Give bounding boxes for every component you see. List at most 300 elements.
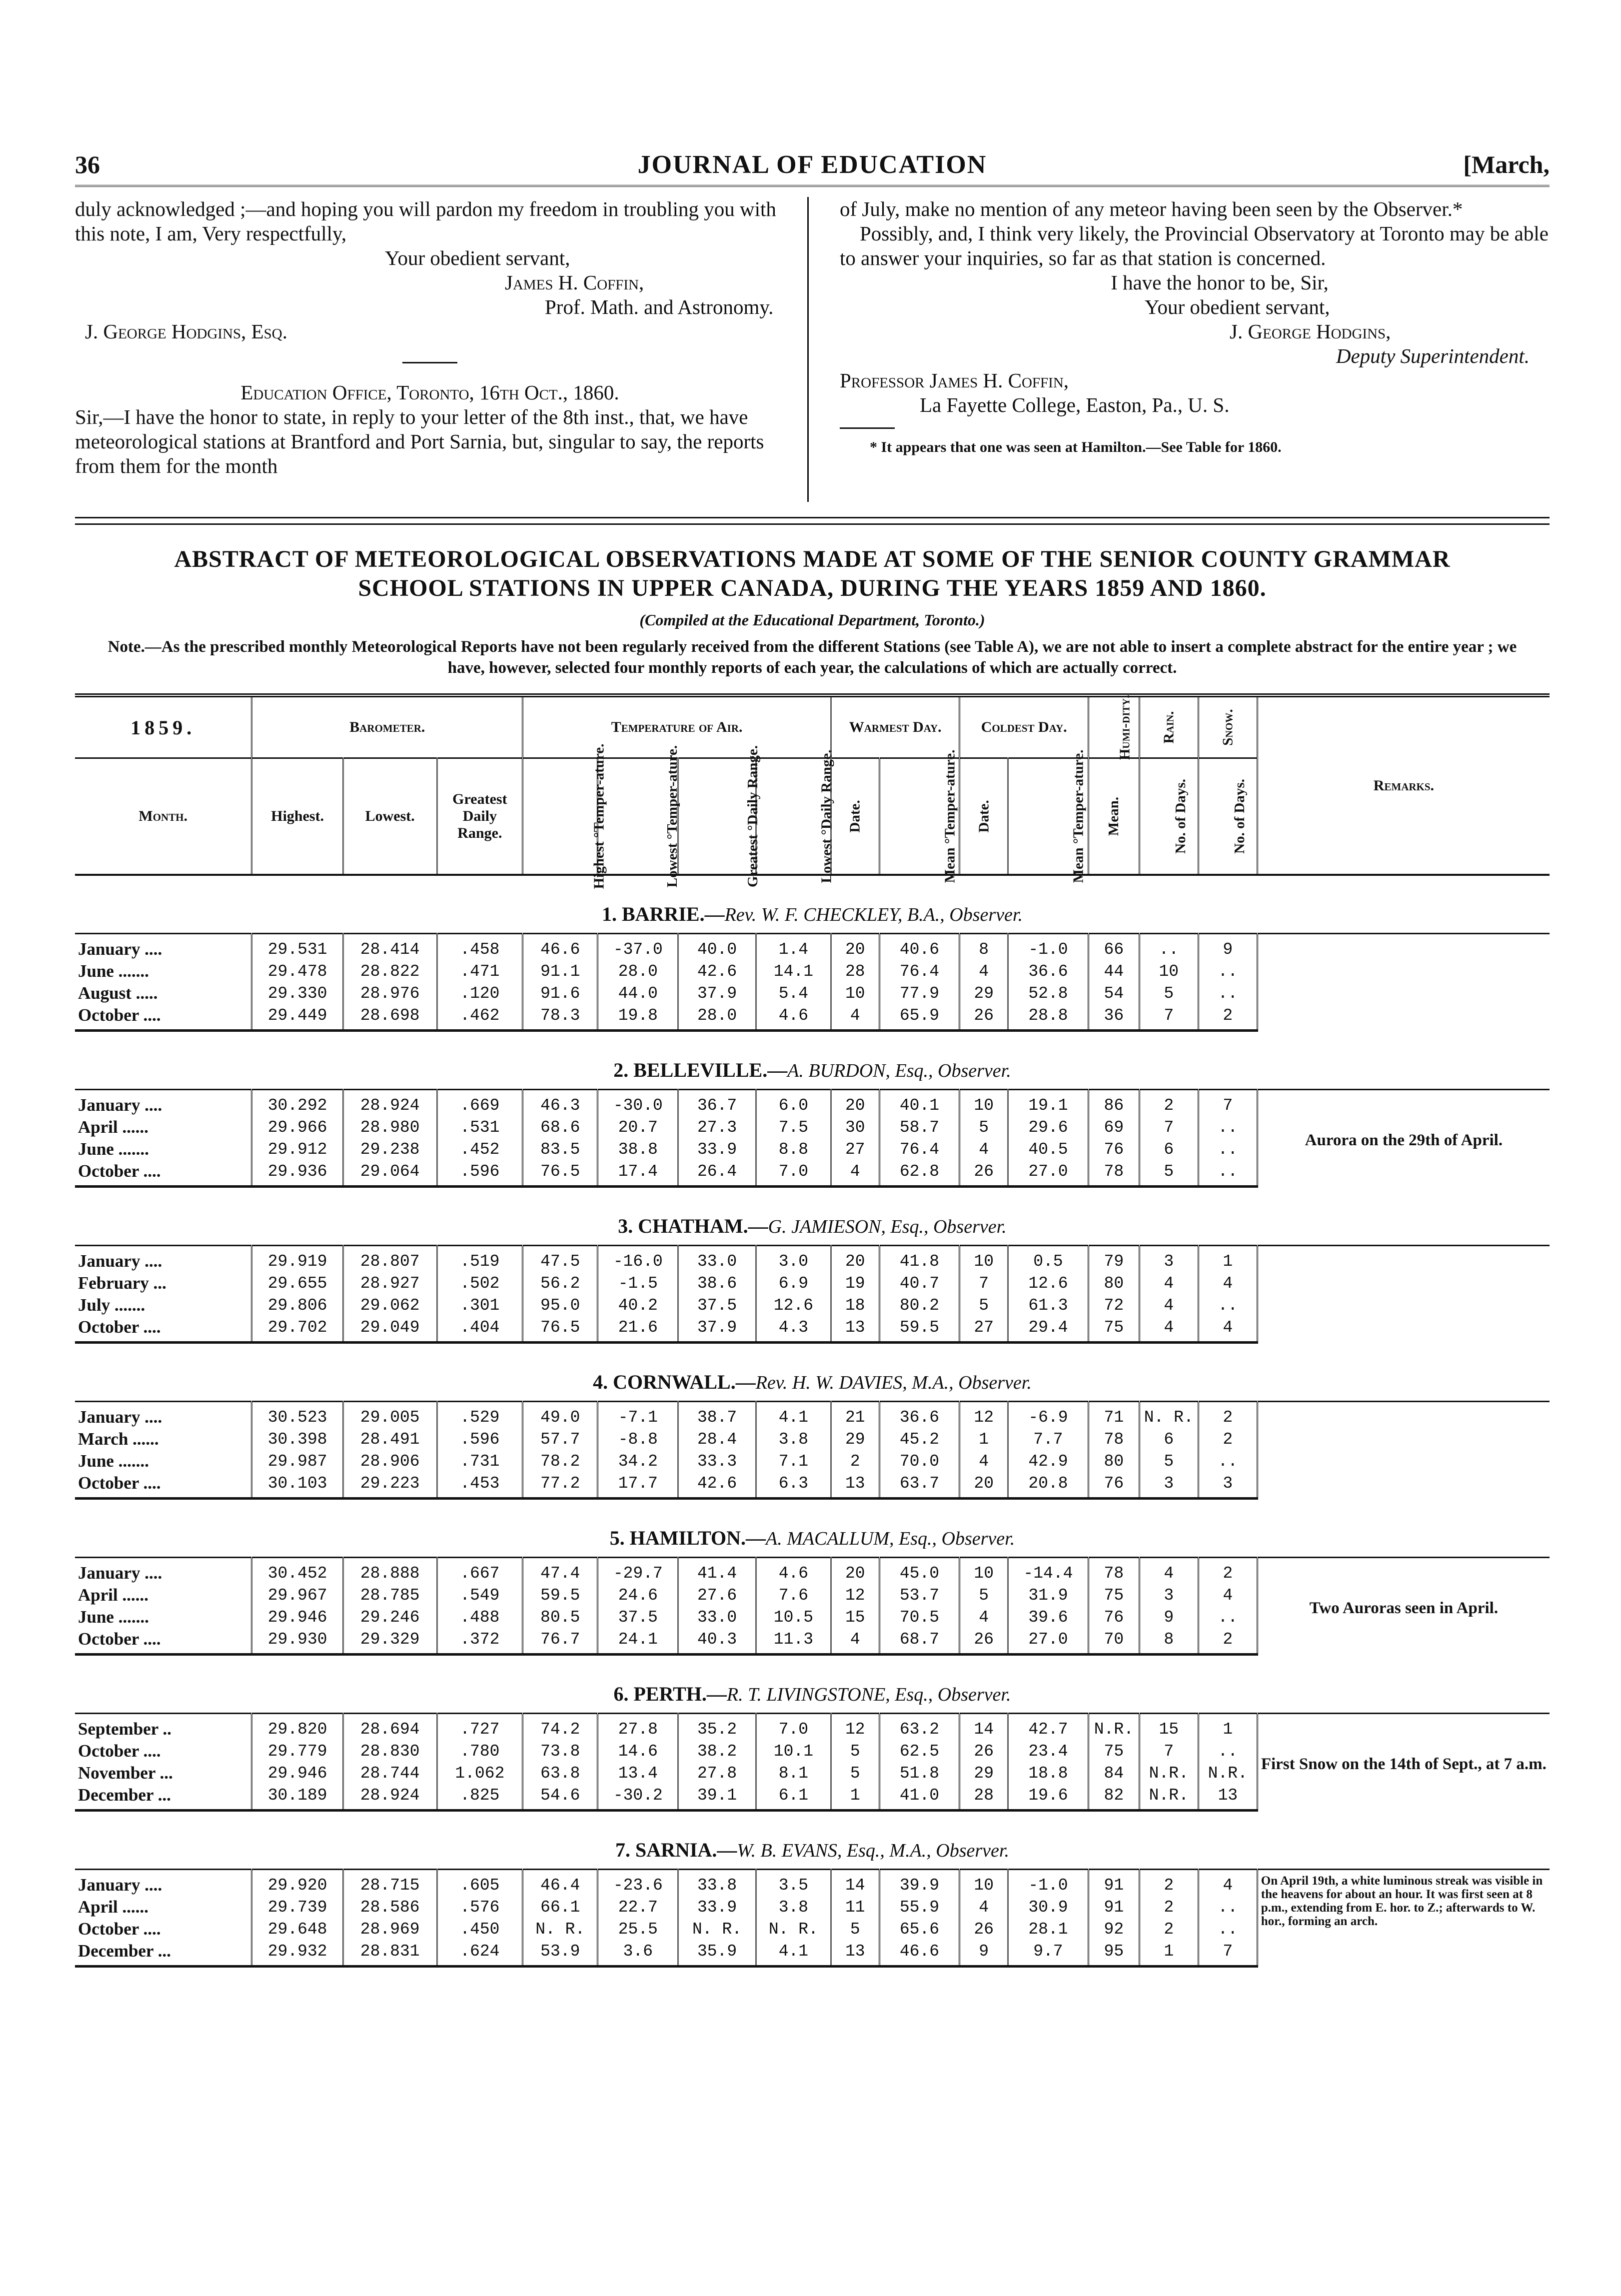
station-heading-row	[75, 1031, 1550, 1090]
month-heading: Month.	[138, 808, 188, 824]
data-cell: -37.0	[598, 934, 678, 961]
data-cell: 3.0	[756, 1246, 831, 1273]
data-cell: 13.4	[598, 1762, 678, 1784]
data-cell: 1	[831, 1784, 879, 1811]
data-cell: 27.3	[678, 1116, 756, 1138]
data-cell: 45.0	[879, 1558, 960, 1585]
data-cell: .404	[437, 1316, 523, 1343]
month-cell: January ....	[78, 1095, 162, 1115]
data-cell: 20.8	[1008, 1472, 1088, 1499]
data-cell: -7.1	[598, 1402, 678, 1429]
data-cell: 33.8	[678, 1870, 756, 1897]
data-cell: 28.694	[343, 1714, 437, 1741]
data-cell: 13	[831, 1472, 879, 1499]
data-cell: N. R.	[1139, 1402, 1198, 1429]
data-cell: 28.976	[343, 982, 437, 1004]
divider	[402, 362, 457, 363]
data-cell: .727	[437, 1714, 523, 1741]
compiled-note: (Compiled at the Educational Department, Toronto.)	[639, 611, 985, 629]
warmest-day-heading: Warmest Day.	[831, 695, 959, 758]
data-cell: 8.1	[756, 1762, 831, 1784]
data-cell: 1.4	[756, 934, 831, 961]
remarks-cell	[1257, 1402, 1550, 1499]
barometer-heading: Barometer.	[252, 695, 523, 758]
data-cell: 29.912	[252, 1138, 343, 1160]
month-cell: April ......	[78, 1897, 148, 1917]
letter-signer: James H. Coffin,	[505, 271, 644, 294]
data-cell: 26	[960, 1160, 1008, 1187]
data-cell: 46.6	[523, 934, 598, 961]
data-cell: 62.5	[879, 1740, 960, 1762]
highest-temp-heading: Highest °Temper-ature.	[523, 758, 598, 875]
data-cell: 11	[831, 1896, 879, 1918]
data-cell: ..	[1198, 1740, 1257, 1762]
data-cell: 4	[1139, 1294, 1198, 1316]
data-cell: 80.5	[523, 1606, 598, 1628]
data-cell: 7.1	[756, 1450, 831, 1472]
data-cell: 7.0	[756, 1160, 831, 1187]
data-cell: 76	[1088, 1138, 1139, 1160]
station-name: 2. BELLEVILLE.—	[613, 1059, 788, 1081]
data-cell: 29	[960, 982, 1008, 1004]
month-cell: October ....	[75, 1004, 252, 1031]
data-cell: 12	[831, 1714, 879, 1741]
station-name: 4. CORNWALL.—	[593, 1371, 756, 1393]
data-cell: 46.3	[523, 1090, 598, 1117]
data-cell: 29	[831, 1428, 879, 1450]
data-cell: 40.2	[598, 1294, 678, 1316]
data-cell: 65.6	[879, 1918, 960, 1940]
data-cell: 9	[960, 1940, 1008, 1967]
data-cell: 28.831	[343, 1940, 437, 1967]
letter-signer-title: Prof. Math. and Astronomy.	[545, 295, 774, 318]
data-cell: 37.9	[678, 982, 756, 1004]
month-cell: June .......	[78, 1139, 149, 1159]
data-cell: 2	[1198, 1004, 1257, 1031]
data-cell: 10	[960, 1558, 1008, 1585]
temperature-heading: Temperature of Air.	[523, 695, 831, 758]
month-cell: June .......	[78, 1607, 149, 1627]
data-cell: N.R.	[1088, 1714, 1139, 1741]
data-cell: N.R.	[1139, 1762, 1198, 1784]
data-cell: 70.5	[879, 1606, 960, 1628]
station-heading-row	[75, 875, 1550, 934]
data-cell: 75	[1088, 1316, 1139, 1343]
data-cell: 70	[1088, 1628, 1139, 1655]
data-cell: 8.8	[756, 1138, 831, 1160]
data-cell: 8	[1139, 1628, 1198, 1655]
data-cell: -16.0	[598, 1246, 678, 1273]
data-cell: 76	[1088, 1606, 1139, 1628]
data-cell: 6.1	[756, 1784, 831, 1811]
data-cell: 29.966	[252, 1116, 343, 1138]
data-cell: 20	[831, 1090, 879, 1117]
data-cell: 45.2	[879, 1428, 960, 1450]
remarks-cell: Two Auroras seen in April.	[1257, 1558, 1550, 1655]
data-cell: 77.2	[523, 1472, 598, 1499]
data-cell: 27.0	[1008, 1160, 1088, 1187]
data-cell: 38.2	[678, 1740, 756, 1762]
data-cell: -1.0	[1008, 934, 1088, 961]
data-cell: 28.924	[343, 1784, 437, 1811]
data-cell: 55.9	[879, 1896, 960, 1918]
month-cell: July .......	[78, 1295, 145, 1315]
divider	[840, 427, 895, 429]
data-cell: 10.5	[756, 1606, 831, 1628]
abstract-title-line: SCHOOL STATIONS IN UPPER CANADA, DURING THE YEARS 1859 AND 1860.	[358, 575, 1267, 601]
letter-paragraph: Possibly, and, I think very likely, the Provincial Observatory at Toronto may be able to answer your inquiries, so far as that station is concerned.	[840, 222, 1549, 269]
data-cell: 56.2	[523, 1272, 598, 1294]
data-cell: 7	[1198, 1090, 1257, 1117]
data-cell: .825	[437, 1784, 523, 1811]
station-heading	[75, 1655, 1550, 1714]
data-cell: 4	[1139, 1316, 1198, 1343]
data-cell: 63.2	[879, 1714, 960, 1741]
data-cell: 28.1	[1008, 1918, 1088, 1940]
data-cell: 28.491	[343, 1428, 437, 1450]
month-cell: June .......	[78, 961, 149, 981]
data-cell: 29.648	[252, 1918, 343, 1940]
letter-closing: Your obedient servant,	[385, 246, 570, 269]
data-cell: 28.4	[678, 1428, 756, 1450]
data-cell: .531	[437, 1116, 523, 1138]
data-cell: 68.6	[523, 1116, 598, 1138]
data-cell: 40.3	[678, 1628, 756, 1655]
data-cell: 29.531	[252, 934, 343, 961]
data-cell: 37.9	[678, 1316, 756, 1343]
data-cell: 75	[1088, 1740, 1139, 1762]
data-cell: 29.246	[343, 1606, 437, 1628]
correspondence	[75, 197, 1550, 517]
data-cell: 19.6	[1008, 1784, 1088, 1811]
remarks-cell: On April 19th, a white luminous streak was visible in the heavens for about an hour. It was first seen at 8 p.m., extending from E. hor. to Z.; afterwards to W. hor., forming an arch.	[1257, 1870, 1550, 1967]
data-cell: 28.969	[343, 1918, 437, 1940]
remarks-cell: First Snow on the 14th of Sept., at 7 a.m.	[1257, 1714, 1550, 1811]
data-cell: 29.238	[343, 1138, 437, 1160]
data-cell: 76.7	[523, 1628, 598, 1655]
data-cell: 14.6	[598, 1740, 678, 1762]
data-cell: 27.8	[678, 1762, 756, 1784]
data-cell: N. R.	[756, 1918, 831, 1940]
data-cell: 4	[960, 1138, 1008, 1160]
data-cell: N.R.	[1198, 1762, 1257, 1784]
data-cell: ..	[1198, 1116, 1257, 1138]
data-cell: 0.5	[1008, 1246, 1088, 1273]
station-observer: Rev. H. W. DAVIES, M.A., Observer.	[755, 1372, 1032, 1393]
data-cell: 5	[960, 1116, 1008, 1138]
data-cell: 3	[1139, 1246, 1198, 1273]
month-cell: December ...	[75, 1784, 252, 1811]
data-cell: 2	[1139, 1870, 1198, 1897]
data-cell: 57.7	[523, 1428, 598, 1450]
data-cell: 4.3	[756, 1316, 831, 1343]
station-observer: R. T. LIVINGSTONE, Esq., Observer.	[726, 1684, 1011, 1705]
table-row	[75, 1714, 1550, 1741]
data-cell: 47.5	[523, 1246, 598, 1273]
data-cell: .529	[437, 1402, 523, 1429]
data-cell: 28.924	[343, 1090, 437, 1117]
data-cell: 33.0	[678, 1246, 756, 1273]
data-cell: 44	[1088, 960, 1139, 982]
table-row	[75, 1402, 1550, 1429]
data-cell: 38.7	[678, 1402, 756, 1429]
data-cell: 46.4	[523, 1870, 598, 1897]
letter-closing: I have the honor to be, Sir,	[1111, 271, 1329, 294]
data-cell: 10	[960, 1246, 1008, 1273]
station-observer: G. JAMIESON, Esq., Observer.	[768, 1216, 1007, 1237]
abstract-title-line: ABSTRACT OF METEOROLOGICAL OBSERVATIONS MADE AT SOME OF THE SENIOR COUNTY GRAMMAR	[174, 546, 1451, 572]
data-cell: 28.8	[1008, 1004, 1088, 1031]
data-cell: 4	[1139, 1558, 1198, 1585]
remarks-heading: Remarks.	[1257, 695, 1550, 875]
data-cell: N.R.	[1139, 1784, 1198, 1811]
right-column	[840, 197, 1550, 459]
column-rule	[807, 197, 809, 502]
station-observer: Rev. W. F. CHECKLEY, B.A., Observer.	[724, 904, 1023, 925]
greatest-daily-range-heading: Greatest Daily Range.	[437, 758, 523, 875]
warmest-mean-heading: Mean °Temper-ature.	[879, 758, 960, 875]
journal-page	[75, 145, 1550, 1968]
month-cell: August .....	[78, 983, 158, 1003]
data-cell: 2	[1198, 1428, 1257, 1450]
data-cell: 65.9	[879, 1004, 960, 1031]
data-cell: 76.4	[879, 960, 960, 982]
data-cell: 69	[1088, 1116, 1139, 1138]
station-name: 7. SARNIA.—	[615, 1839, 737, 1861]
data-cell: 33.0	[678, 1606, 756, 1628]
data-cell: 71	[1088, 1402, 1139, 1429]
data-cell: 15	[1139, 1714, 1198, 1741]
data-cell: 91	[1088, 1870, 1139, 1897]
data-cell: 29.049	[343, 1316, 437, 1343]
table-body	[75, 875, 1550, 1967]
data-cell: 28.822	[343, 960, 437, 982]
data-cell: 26	[960, 1918, 1008, 1940]
data-cell: .519	[437, 1246, 523, 1273]
data-cell: 4	[1139, 1272, 1198, 1294]
data-cell: 4.6	[756, 1558, 831, 1585]
data-cell: 6.0	[756, 1090, 831, 1117]
data-cell: 40.5	[1008, 1138, 1088, 1160]
station-observer: A. BURDON, Esq., Observer.	[787, 1060, 1011, 1081]
data-cell: .669	[437, 1090, 523, 1117]
data-cell: 24.1	[598, 1628, 678, 1655]
data-cell: 80	[1088, 1272, 1139, 1294]
data-cell: 13	[831, 1316, 879, 1343]
data-cell: 78.3	[523, 1004, 598, 1031]
coldest-day-heading: Coldest Day.	[960, 695, 1088, 758]
letter-signer-title: Deputy Superintendent.	[1336, 344, 1530, 367]
data-cell: 19.1	[1008, 1090, 1088, 1117]
data-cell: 78	[1088, 1428, 1139, 1450]
data-cell: 59.5	[523, 1584, 598, 1606]
data-cell: 6.9	[756, 1272, 831, 1294]
data-cell: 20	[831, 1558, 879, 1585]
data-cell: 12	[831, 1584, 879, 1606]
table-row	[75, 1246, 1550, 1273]
data-cell: 76.5	[523, 1160, 598, 1187]
data-cell: -1.5	[598, 1272, 678, 1294]
data-cell: 3.8	[756, 1428, 831, 1450]
snow-days-heading: No. of Days.	[1198, 758, 1257, 875]
month-cell: October ....	[75, 1316, 252, 1343]
abstract-title	[75, 545, 1550, 603]
data-cell: 29.920	[252, 1870, 343, 1897]
data-cell: 22.7	[598, 1896, 678, 1918]
data-cell: 27.6	[678, 1584, 756, 1606]
data-cell: 4	[960, 1606, 1008, 1628]
remarks-cell: Aurora on the 29th of April.	[1257, 1090, 1550, 1187]
month-cell: October ....	[78, 1919, 161, 1939]
data-cell: 54	[1088, 982, 1139, 1004]
station-name: 6. PERTH.—	[613, 1683, 727, 1705]
letter-paragraph: of July, make no mention of any meteor having been seen by the Observer.*	[840, 197, 1463, 220]
data-cell: 86	[1088, 1090, 1139, 1117]
data-cell: 34.2	[598, 1450, 678, 1472]
data-cell: 39.9	[879, 1870, 960, 1897]
greatest-temp-range-heading: Greatest °Daily Range.	[678, 758, 756, 875]
data-cell: .450	[437, 1918, 523, 1940]
data-cell: 33.9	[678, 1896, 756, 1918]
data-cell: 1	[960, 1428, 1008, 1450]
data-cell: 28.980	[343, 1116, 437, 1138]
data-cell: 20.7	[598, 1116, 678, 1138]
data-cell: 74.2	[523, 1714, 598, 1741]
data-cell: 19	[831, 1272, 879, 1294]
data-cell: -6.9	[1008, 1402, 1088, 1429]
month-cell: December ...	[75, 1940, 252, 1967]
data-cell: 53.9	[523, 1940, 598, 1967]
data-cell: 8	[960, 934, 1008, 961]
data-cell: 1	[1139, 1940, 1198, 1967]
data-cell: 63.7	[879, 1472, 960, 1499]
data-cell: .576	[437, 1896, 523, 1918]
page-number: 36	[75, 150, 100, 178]
warmest-date-heading: Date.	[831, 758, 879, 875]
data-cell: 4.6	[756, 1004, 831, 1031]
station-heading	[75, 1811, 1550, 1870]
station-heading	[75, 1187, 1550, 1246]
data-cell: 3	[1139, 1472, 1198, 1499]
data-cell: 3.8	[756, 1896, 831, 1918]
data-cell: 5	[1139, 982, 1198, 1004]
data-cell: 10.1	[756, 1740, 831, 1762]
data-cell: 12	[960, 1402, 1008, 1429]
data-cell: 17.7	[598, 1472, 678, 1499]
data-cell: 10	[1139, 960, 1198, 982]
data-cell: 29.702	[252, 1316, 343, 1343]
data-cell: 21.6	[598, 1316, 678, 1343]
month-cell: January ....	[78, 1563, 162, 1583]
data-cell: 7.7	[1008, 1428, 1088, 1450]
data-cell: 61.3	[1008, 1294, 1088, 1316]
data-cell: ..	[1198, 1896, 1257, 1918]
data-cell: 41.0	[879, 1784, 960, 1811]
data-cell: 1	[1198, 1714, 1257, 1741]
data-cell: 2	[1139, 1896, 1198, 1918]
data-cell: 4	[831, 1628, 879, 1655]
data-cell: ..	[1198, 1138, 1257, 1160]
remarks-cell	[1257, 934, 1550, 1031]
station-heading-row	[75, 1187, 1550, 1246]
table-row	[75, 934, 1550, 961]
data-cell: 17.4	[598, 1160, 678, 1187]
data-cell: .372	[437, 1628, 523, 1655]
data-cell: 29.739	[252, 1896, 343, 1918]
month-cell: January ....	[78, 939, 162, 959]
data-cell: 59.5	[879, 1316, 960, 1343]
data-cell: 72	[1088, 1294, 1139, 1316]
data-cell: 30.292	[252, 1090, 343, 1117]
station-observer: A. MACALLUM, Esq., Observer.	[766, 1528, 1015, 1549]
data-cell: ..	[1198, 1160, 1257, 1187]
data-cell: 1.062	[437, 1762, 523, 1784]
data-cell: 30.189	[252, 1784, 343, 1811]
data-cell: 4	[1198, 1584, 1257, 1606]
data-cell: 13	[831, 1940, 879, 1967]
data-cell: 49.0	[523, 1402, 598, 1429]
data-cell: 29.223	[343, 1472, 437, 1499]
data-cell: 14.1	[756, 960, 831, 982]
data-cell: 2	[831, 1450, 879, 1472]
letter-addressee-address: La Fayette College, Easton, Pa., U. S.	[920, 393, 1230, 416]
data-cell: 52.8	[1008, 982, 1088, 1004]
data-cell: 40.7	[879, 1272, 960, 1294]
data-cell: .549	[437, 1584, 523, 1606]
month-cell: September ..	[78, 1719, 171, 1739]
data-cell: 4.1	[756, 1940, 831, 1967]
data-cell: 10	[960, 1090, 1008, 1117]
month-cell: January ....	[78, 1251, 162, 1271]
data-cell: 1	[1198, 1246, 1257, 1273]
letter-closing: Your obedient servant,	[1145, 295, 1330, 318]
data-cell: 29.930	[252, 1628, 343, 1655]
data-cell: 25.5	[598, 1918, 678, 1940]
data-cell: -14.4	[1008, 1558, 1088, 1585]
data-cell: 84	[1088, 1762, 1139, 1784]
data-cell: 26	[960, 1740, 1008, 1762]
data-cell: 30	[831, 1116, 879, 1138]
data-cell: 95.0	[523, 1294, 598, 1316]
data-cell: 63.8	[523, 1762, 598, 1784]
data-cell: 36.6	[1008, 960, 1088, 982]
data-cell: 29.449	[252, 1004, 343, 1031]
letter-signer: J. George Hodgins,	[1230, 320, 1391, 343]
data-cell: -1.0	[1008, 1870, 1088, 1897]
data-cell: 18.8	[1008, 1762, 1088, 1784]
data-cell: ..	[1198, 1606, 1257, 1628]
data-cell: 47.4	[523, 1558, 598, 1585]
lowest-temp-range-heading: Lowest °Daily Range.	[756, 758, 831, 875]
data-cell: 5.4	[756, 982, 831, 1004]
data-cell: -8.8	[598, 1428, 678, 1450]
data-cell: 91.6	[523, 982, 598, 1004]
data-cell: 37.5	[678, 1294, 756, 1316]
data-cell: ..	[1198, 982, 1257, 1004]
data-cell: ..	[1198, 1918, 1257, 1940]
data-cell: 20	[960, 1472, 1008, 1499]
data-cell: 9	[1198, 934, 1257, 961]
data-cell: -30.0	[598, 1090, 678, 1117]
data-cell: 21	[831, 1402, 879, 1429]
data-cell: 7	[1198, 1940, 1257, 1967]
data-cell: 42.6	[678, 1472, 756, 1499]
data-cell: 80	[1088, 1450, 1139, 1472]
data-cell: 73.8	[523, 1740, 598, 1762]
data-cell: 2	[1198, 1558, 1257, 1585]
data-cell: 30.9	[1008, 1896, 1088, 1918]
data-cell: 28.906	[343, 1450, 437, 1472]
